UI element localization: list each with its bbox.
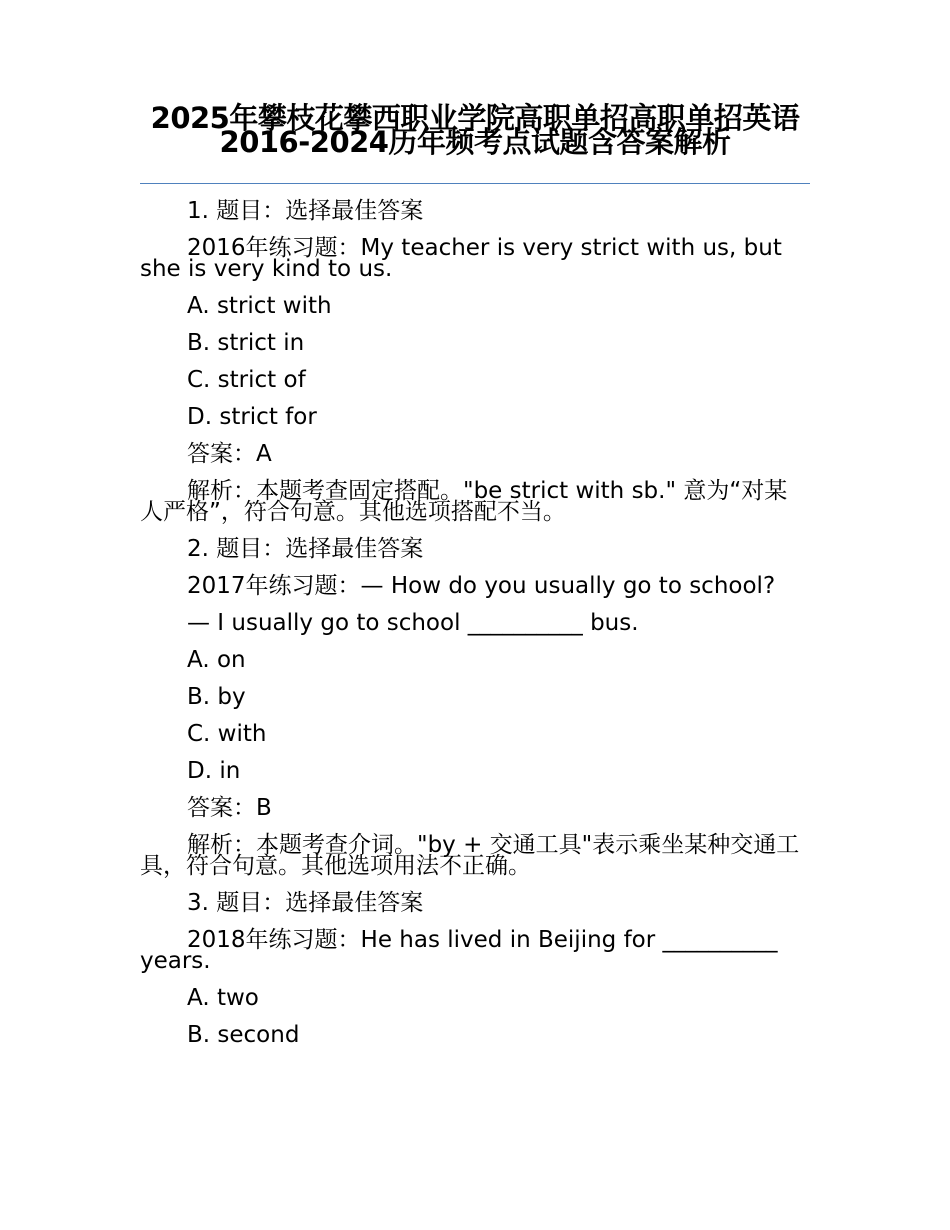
question-prompt: 2018年练习题：He has lived in Beijing for __________ years. bbox=[140, 927, 785, 974]
explanation: 解析：本题考查固定搭配。"be strict with sb." 意为“对某人严格”，符合句意。其他选项搭配不当。 bbox=[140, 478, 788, 525]
question-heading: 1. 题目：选择最佳答案 bbox=[187, 198, 424, 224]
option-a: A. strict with bbox=[187, 293, 332, 319]
answer-line: 答案：A bbox=[187, 441, 272, 467]
option-a: A. on bbox=[187, 647, 246, 673]
option-c: C. with bbox=[187, 721, 267, 747]
option-d: D. strict for bbox=[187, 404, 317, 430]
option-b: B. by bbox=[187, 684, 246, 710]
answer-line: 答案：B bbox=[187, 795, 272, 821]
document-body bbox=[140, 198, 810, 1062]
question-heading: 2. 题目：选择最佳答案 bbox=[187, 536, 424, 562]
explanation: 解析：本题考查介词。"by + 交通工具"表示乘坐某种交通工具，符合句意。其他选项用法不正确。 bbox=[140, 832, 800, 879]
option-c: C. strict of bbox=[187, 367, 306, 393]
document-title: 2025年攀枝花攀西职业学院高职单招高职单招英语2016-2024历年频考点试题含答案解析 bbox=[150, 101, 800, 159]
question-blank-line: — I usually go to school __________ bus. bbox=[187, 610, 639, 636]
title-divider bbox=[140, 183, 810, 184]
option-b: B. strict in bbox=[187, 330, 305, 356]
option-a: A. two bbox=[187, 985, 259, 1011]
option-d: D. in bbox=[187, 758, 241, 784]
question-prompt: 2017年练习题：— How do you usually go to school? bbox=[187, 573, 776, 599]
option-b: B. second bbox=[187, 1022, 300, 1048]
question-heading: 3. 题目：选择最佳答案 bbox=[187, 890, 424, 916]
question-prompt: 2016年练习题：My teacher is very strict with us, but she is very kind to us. bbox=[140, 235, 790, 282]
